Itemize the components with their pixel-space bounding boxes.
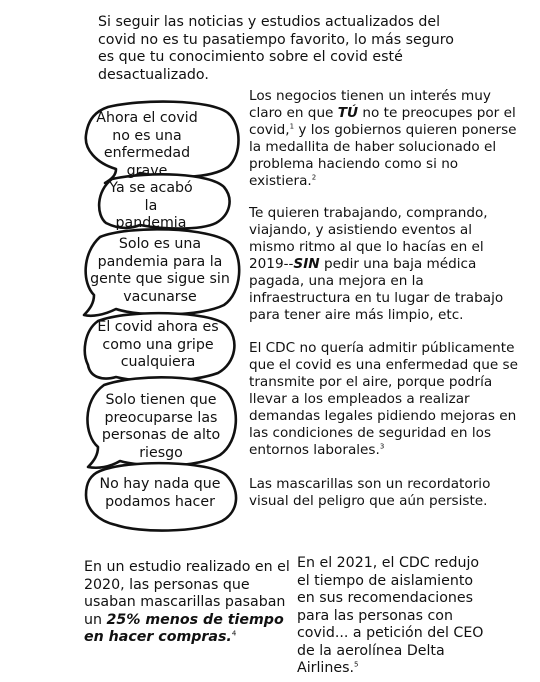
bubble-text: Ahora el covid no es una enfermedad grave — [96, 110, 198, 179]
cdc-isolation-text — [297, 555, 487, 678]
emphasis-text: 25% menos de tiempo en hacer compras. — [84, 611, 284, 645]
text-run: En el 2021, el CDC redujo el tiempo de aislamiento en sus recomendaciones para las personas con covid... a petición del CEO de la aerolínea Delta Airlines. — [297, 555, 484, 676]
right-column — [249, 88, 521, 510]
footnote-ref: 3 — [379, 442, 385, 451]
bubble-text: Solo es una pandemia para la gente que sigue sin vacunarse — [90, 236, 230, 305]
text-run: Te quieren trabajando, comprando, viajando, y asistiendo eventos al mismo ritmo al que lo hacías en el 2019-- — [249, 205, 488, 272]
bubble-text: Solo tienen que preocuparse las personas de alto riesgo — [101, 392, 221, 461]
emphasis-text: TÚ — [337, 105, 359, 121]
text-run: El CDC no quería admitir públicamente que el covid es una enfermedad que se transmite por el aire, porque podría llevar a los empleados a realizar demandas legales pidiendo mejoras en las condiciones de seguridad en los entornos laborales. — [249, 340, 518, 458]
paragraph-masks: Las mascarillas son un recordatorio visual del peligro que aún persiste. — [249, 476, 491, 509]
emphasis-text: SIN — [293, 256, 320, 272]
footnote-ref: 2 — [311, 173, 317, 182]
text-run: y los gobiernos quieren ponerse la medallita de haber solucionado el problema haciendo como si no existiera. — [249, 122, 517, 189]
text-run: no te preocupes por el covid, — [249, 105, 516, 138]
text-run: Los negocios tienen un interés muy claro en que — [249, 88, 491, 121]
footnote-ref: 5 — [354, 660, 359, 669]
text-run: pedir una baja médica pagada, una mejora en la infraestructura en tu lugar de trabajo para tener aire más limpio, etc. — [249, 256, 504, 323]
text-run: En un estudio realizado en el 2020, las personas que usaban mascarillas pasaban un — [84, 559, 290, 628]
bubble-text: No hay nada que podamos hacer — [99, 476, 221, 510]
paragraph-businesses — [249, 88, 521, 190]
study-text — [84, 559, 292, 647]
paragraph-cdc-airborne — [249, 340, 521, 459]
footnote-ref: 4 — [231, 629, 237, 638]
intro-text: Si seguir las noticias y estudios actualizados del covid no es tu pasatiempo favorito, lo más seguro es que tu conocimiento sobre el covid esté desactualizado. — [98, 14, 454, 83]
footnote-ref: 1 — [289, 122, 295, 131]
bubble-text: Ya se acabó la pandemia — [109, 180, 193, 231]
bubble-text: El covid ahora es como una gripe cualquiera — [97, 319, 219, 370]
paragraph-work-rhythm — [249, 205, 521, 324]
